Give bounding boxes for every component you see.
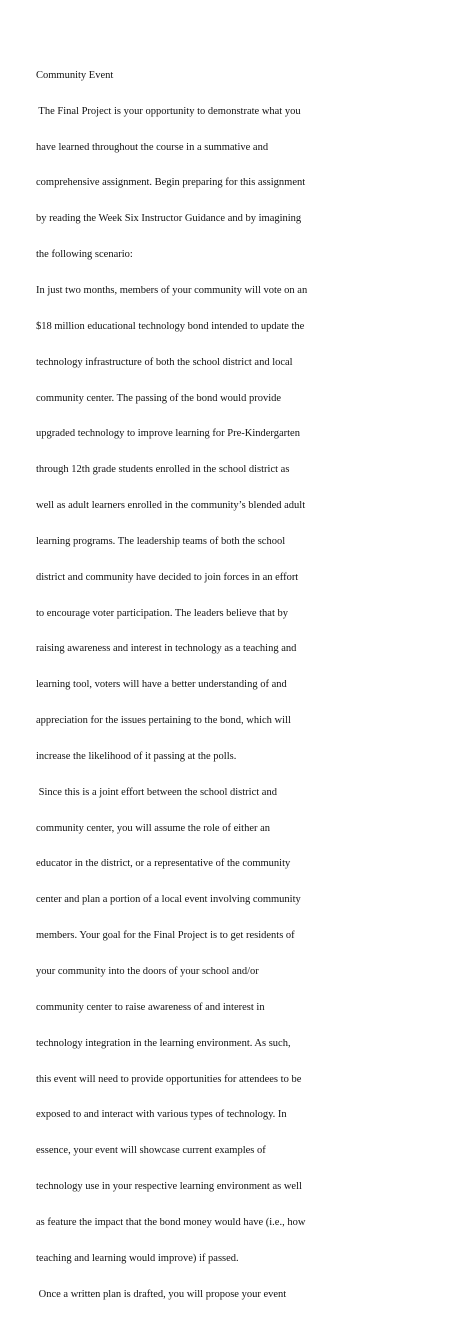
text-line: technology integration in the learning environment. As such, [36, 1037, 291, 1049]
text-line: upgraded technology to improve learning for Pre-Kindergarten [36, 428, 300, 440]
text-line: community center. The passing of the bond would provide [36, 392, 282, 404]
text-line: increase the likelihood of it passing at the polls. [36, 750, 237, 762]
text-line: center and plan a portion of a local event involving community [36, 894, 301, 906]
text-line: technology use in your respective learning environment as well [36, 1181, 302, 1193]
text-line: educator in the district, or a representative of the community [36, 858, 291, 870]
text-line: appreciation for the issues pertaining to the bond, which will [36, 715, 291, 727]
text-line: essence, your event will showcase current examples of [36, 1145, 266, 1157]
text-line: In just two months, members of your community will vote on an [36, 284, 308, 296]
text-line: by reading the Week Six Instructor Guidance and by imagining [36, 213, 302, 225]
text-line: $18 million educational technology bond intended to update the [36, 320, 305, 332]
text-line: your community into the doors of your school and/or [36, 966, 259, 977]
text-line: The Final Project is your opportunity to demonstrate what you [36, 105, 301, 117]
text-line: learning programs. The leadership teams of both the school [36, 535, 286, 547]
text-line: have learned throughout the course in a summative and [36, 141, 269, 153]
text-line: through 12th grade students enrolled in the school district as [36, 464, 290, 476]
text-line: the following scenario: [36, 249, 133, 261]
text-line: district and community have decided to join forces in an effort [36, 571, 299, 583]
text-line: raising awareness and interest in technology as a teaching and [36, 643, 297, 655]
text-line: well as adult learners enrolled in the community’s blended adult [36, 500, 306, 512]
text-line: community center to raise awareness of and interest in [36, 1001, 265, 1013]
document-title: Community Event [36, 69, 114, 81]
text-line: community center, you will assume the role of either an [36, 822, 271, 834]
text-line: learning tool, voters will have a better understanding of and [36, 679, 287, 691]
text-line: technology infrastructure of both the school district and local [36, 356, 293, 368]
text-line: as feature the impact that the bond money would have (i.e., how [36, 1216, 306, 1228]
text-line: this event will need to provide opportunities for attendees to be [36, 1073, 302, 1085]
text-line: comprehensive assignment. Begin preparing for this assignment [36, 177, 306, 189]
document-body [36, 46, 436, 1324]
text-line: Once a written plan is drafted, you will propose your event [36, 1288, 287, 1300]
text-line: members. Your goal for the Final Project is to get residents of [36, 930, 295, 942]
text-line: to encourage voter participation. The leaders believe that by [36, 607, 288, 619]
text-line: Since this is a joint effort between the school district and [36, 786, 277, 798]
text-line: teaching and learning would improve) if passed. [36, 1252, 239, 1264]
text-line: exposed to and interact with various types of technology. In [36, 1109, 287, 1121]
